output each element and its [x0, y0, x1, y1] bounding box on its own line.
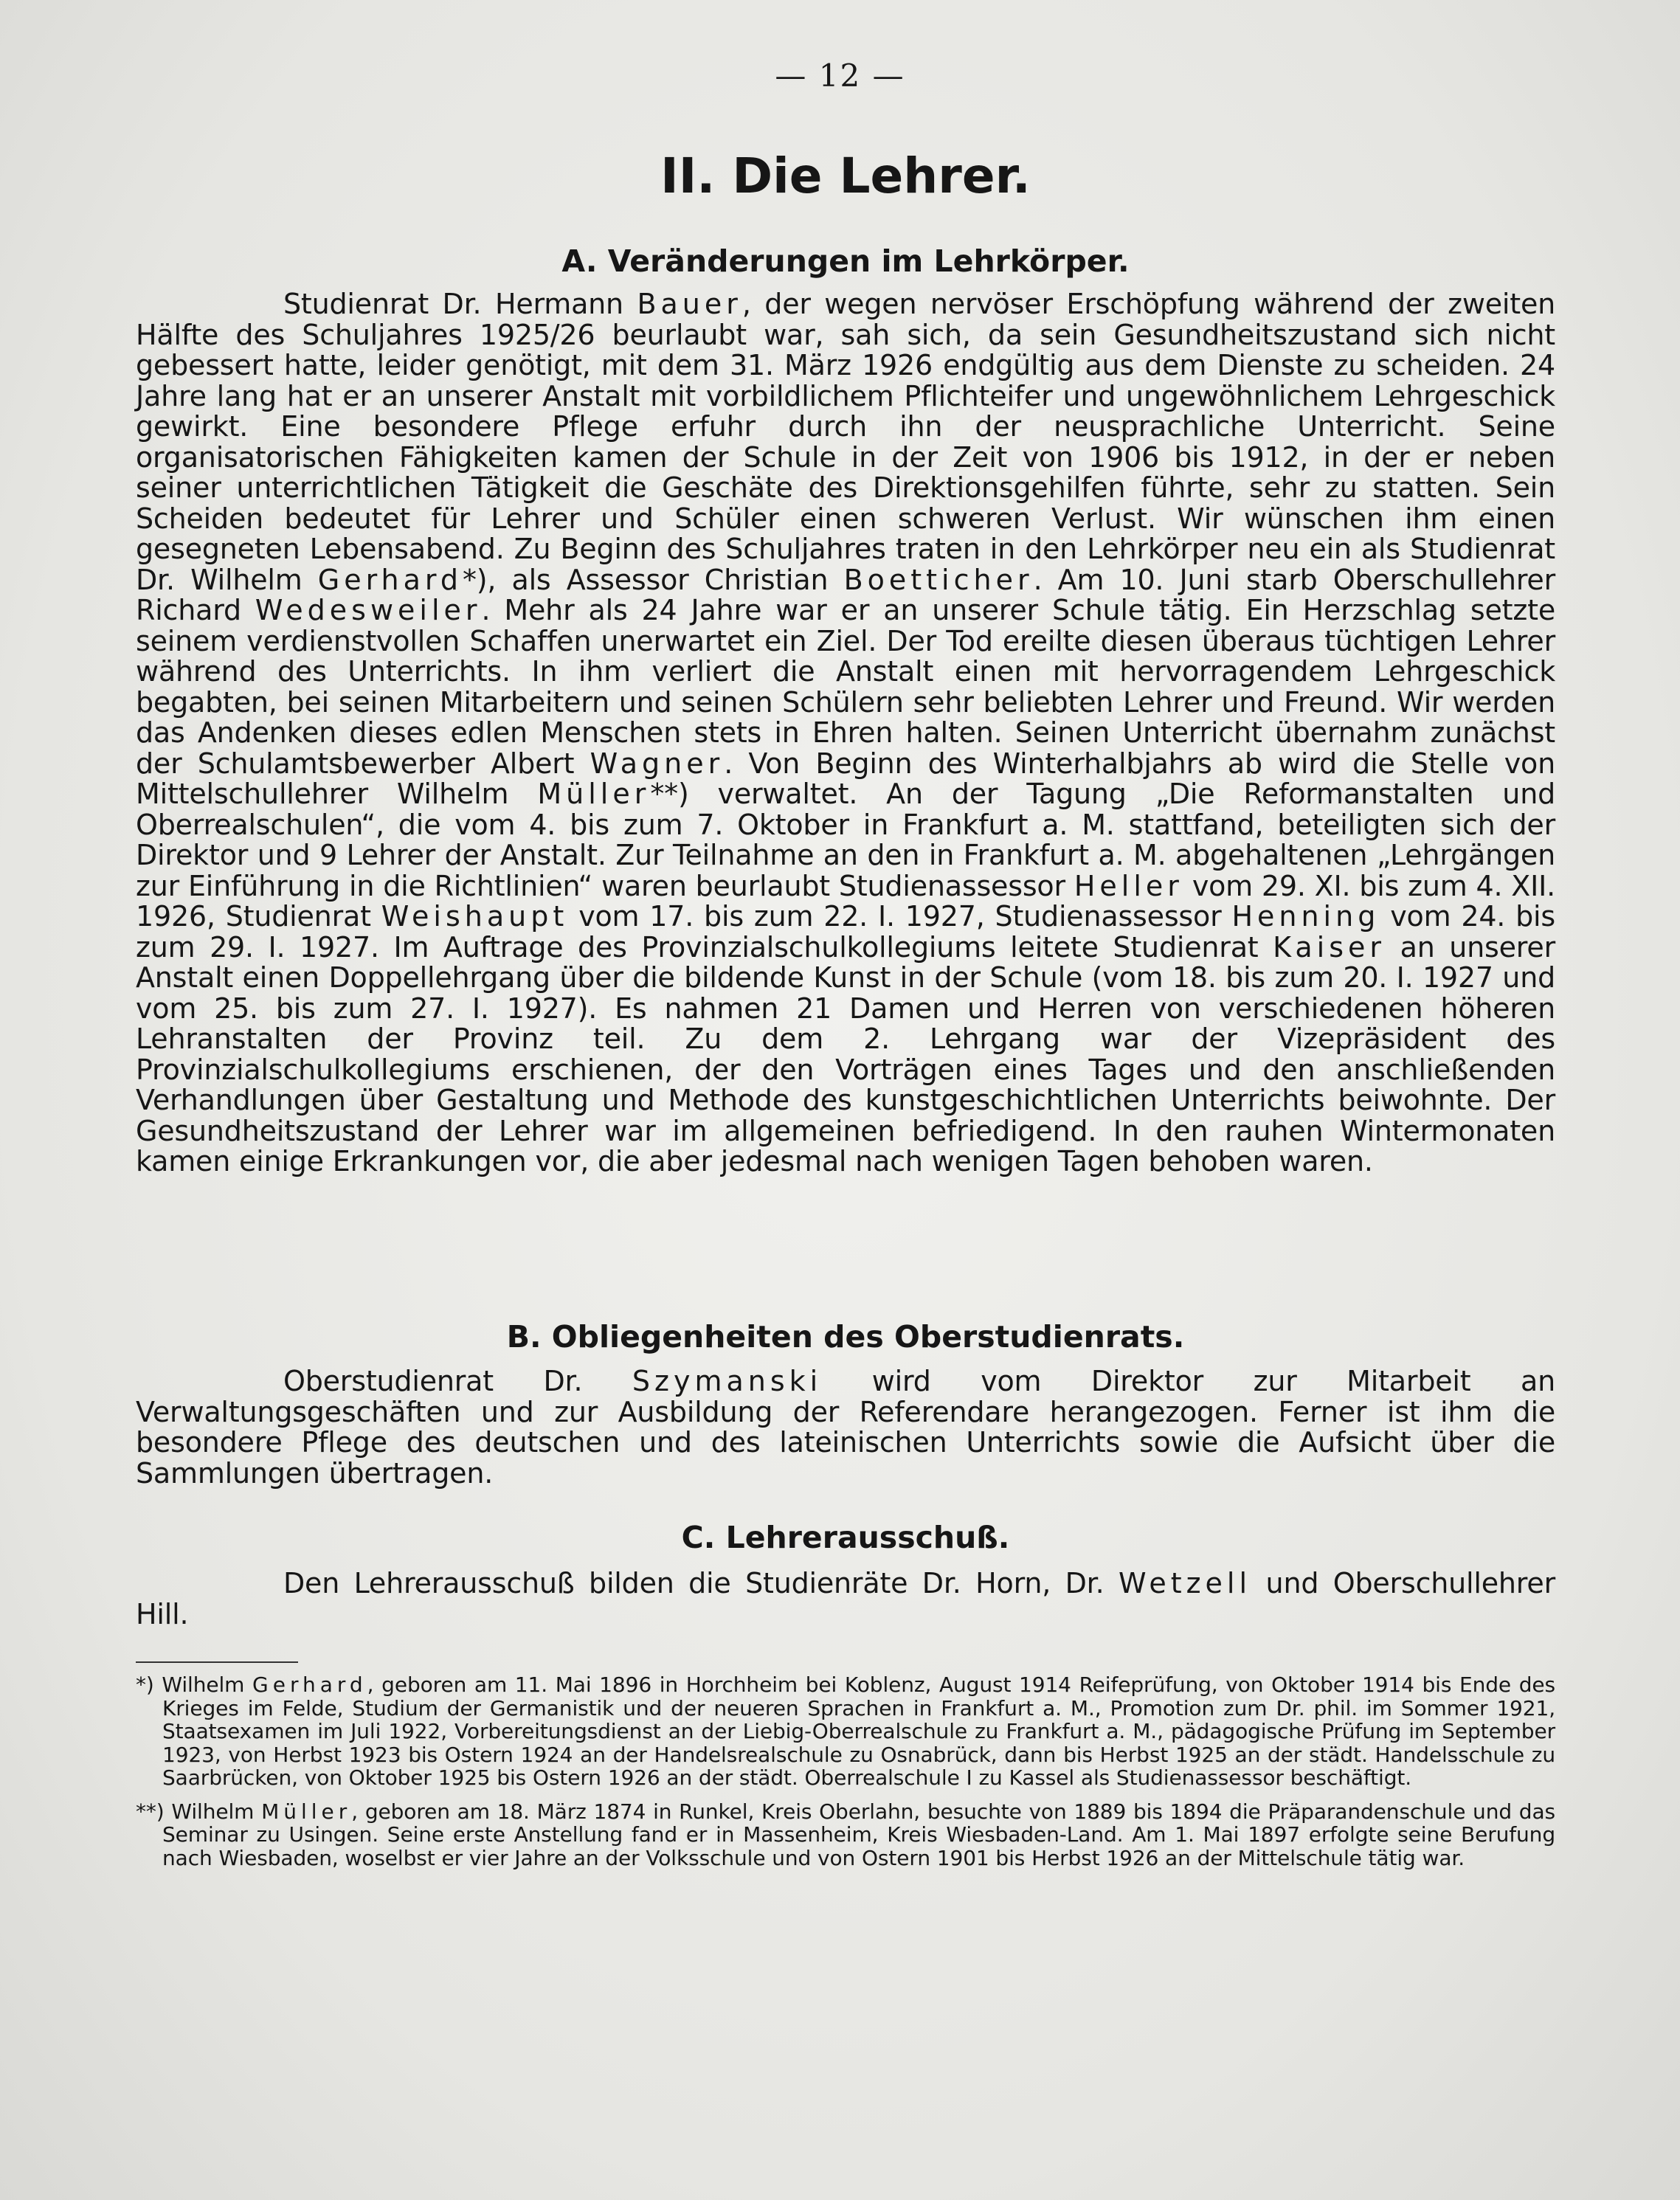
chapter-title: II. Die Lehrer.: [660, 148, 1031, 204]
footnote-1: *) Wilhelm Gerhard, geboren am 11. Mai 1896 in Horchheim bei Koblenz, August 1914 Reifeprüfung, von Oktober 1914 bis Ende des Krieges im Felde, Studium der Germanistik und der neueren Sprachen in Frankfurt a. M., Promotion zum Dr. phil. im Sommer 1921, Staatsexamen im Juli 1922, Vorbereitungsdienst an der Liebig-Oberrealschule zu Frankfurt a. M., pädagogische Prüfung im September 1923, von Herbst 1923 bis Ostern 1924 an der Handelsrealschule zu Osnabrück, dann bis Herbst 1925 an der städt. Handelsschule zu Saarbrücken, von Oktober 1925 bis Ostern 1926 an der städt. Oberrealschule I zu Kassel als Studienassessor beschäftigt.: [136, 1673, 1555, 1790]
footnote-2: **) Wilhelm Müller, geboren am 18. März 1874 in Runkel, Kreis Oberlahn, besuchte von 1889 bis 1894 die Präparandenschule und das Seminar zu Usingen. Seine erste Anstellung fand er in Massenheim, Kreis Wiesbaden-Land. Am 1. Mai 1897 erfolgte seine Berufung nach Wiesbaden, woselbst er vier Jahre an der Volksschule und von Ostern 1901 bis Herbst 1926 an der Mittelschule tätig war.: [136, 1799, 1555, 1870]
section-c-title: C. Lehrerausschuß.: [681, 1520, 1010, 1555]
footnote-divider: [136, 1661, 298, 1663]
section-b-title: B. Obliegenheiten des Oberstudienrats.: [506, 1319, 1185, 1355]
footnotes: [136, 1673, 1555, 1880]
page-number: — 12 —: [775, 58, 905, 94]
section-b-paragraph: Oberstudienrat Dr. Szymanski wird vom Direktor zur Mitarbeit an Verwaltungsgeschäften und zur Ausbildung der Referendare herangezogen. Ferner ist ihm die besondere Pflege des deutschen und des lateinischen Unterrichts sowie die Aufsicht über die Sammlungen übertragen.: [136, 1365, 1555, 1490]
section-c-paragraph: Den Lehrerausschuß bilden die Studienräte Dr. Horn, Dr. Wetzell und Oberschullehrer Hill.: [136, 1567, 1555, 1630]
section-a-paragraph: Studienrat Dr. Hermann Bauer, der wegen nervöser Erschöpfung während der zweiten Hälfte des Schuljahres 1925/26 beurlaubt war, sah sich, da sein Gesundheitszustand sich nicht gebessert hatte, leider genötigt, mit dem 31. März 1926 endgültig aus dem Dienste zu scheiden. 24 Jahre lang hat er an unserer Anstalt mit vorbildlichem Pflichteifer und ungewöhnlichem Lehrgeschick gewirkt. Eine besondere Pflege erfuhr durch ihn der neusprachliche Unterricht. Seine organisatorischen Fähigkeiten kamen der Schule in der Zeit von 1906 bis 1912, in der er neben seiner unterrichtlichen Tätigkeit die Geschäte des Direktionsgehilfen führte, sehr zu statten. Sein Scheiden bedeutet für Lehrer und Schüler einen schweren Verlust. Wir wünschen ihm einen gesegneten Lebensabend. Zu Beginn des Schuljahres traten in den Lehrkörper neu ein als Studienrat Dr. Wilhelm Gerhard*), als Assessor Christian Boetticher. Am 10. Juni starb Oberschullehrer Richard Wedesweiler. Mehr als 24 Jahre war er an unserer Schule tätig. Ein Herzschlag setzte seinem verdienstvollen Schaffen unerwartet ein Ziel. Der Tod ereilte diesen überaus tüchtigen Lehrer während des Unterrichts. In ihm verliert die Anstalt einen mit hervorragendem Lehrgeschick begabten, bei seinen Mitarbeitern und seinen Schülern sehr beliebten Lehrer und Freund. Wir werden das Andenken dieses edlen Menschen stets in Ehren halten. Seinen Unterricht übernahm zunächst der Schulamtsbewerber Albert Wagner. Von Beginn des Winterhalbjahrs ab wird die Stelle von Mittelschullehrer Wilhelm Müller**) verwaltet. An der Tagung „Die Reformanstalten und Oberrealschulen“, die vom 4. bis zum 7. Oktober in Frankfurt a. M. stattfand, beteiligten sich der Direktor und 9 Lehrer der Anstalt. Zur Teilnahme an den in Frankfurt a. M. abgehaltenen „Lehrgängen zur Einführung in die Richtlinien“ waren beurlaubt Studienassessor Heller vom 29. XI. bis zum 4. XII. 1926, Studienrat Weishaupt vom 17. bis zum 22. I. 1927, Studienassessor Henning vom 24. bis zum 29. I. 1927. Im Auftrage des Provinzialschulkollegiums leitete Studienrat Kaiser an unserer Anstalt einen Doppellehrgang über die bildende Kunst in der Schule (vom 18. bis zum 20. I. 1927 und vom 25. bis zum 27. I. 1927). Es nahmen 21 Damen und Herren von verschiedenen höheren Lehranstalten der Provinz teil. Zu dem 2. Lehrgang war der Vizepräsident des Provinzialschulkollegiums erschienen, der den Vorträgen eines Tages und den anschließenden Verhandlungen über Gestaltung und Methode des kunstgeschichtlichen Unterrichts beiwohnte. Der Gesundheitszustand der Lehrer war im allgemeinen befriedigend. In den rauhen Wintermonaten kamen einige Erkrankungen vor, die aber jedesmal nach wenigen Tagen behoben waren.: [136, 288, 1556, 1177]
page-content: [136, 0, 1555, 2200]
section-a-title: A. Veränderungen im Lehrkörper.: [561, 243, 1130, 279]
